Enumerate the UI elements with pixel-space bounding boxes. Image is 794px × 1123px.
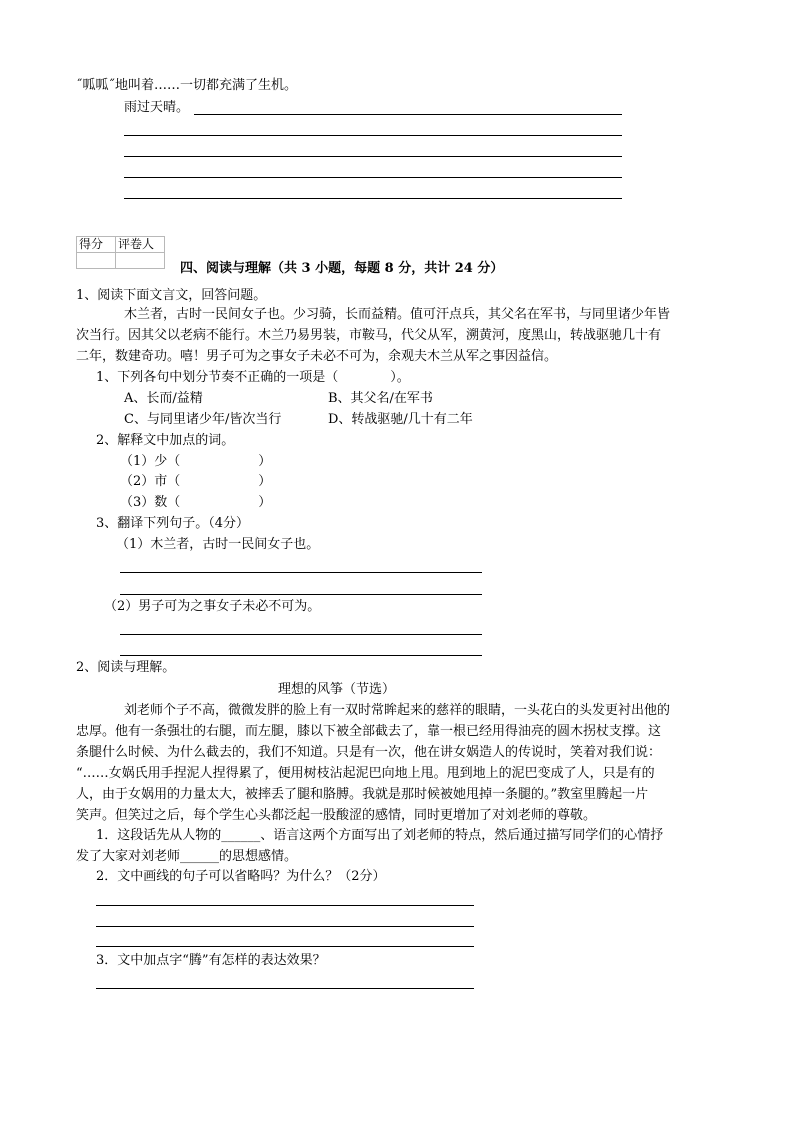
option-d[interactable]: D、转战驱驰/几十有二年 [328,412,473,427]
answer-line[interactable] [96,988,474,989]
sub-question-3: 3、翻译下列句子。（4分） [96,516,250,531]
answer-line[interactable] [120,594,482,595]
section-title: 四、阅读与理解（共 3 小题，每题 8 分，共计 24 分） [180,261,504,276]
translate-sentence-2: （2）男子可为之事女子未必不可为。 [104,599,321,614]
answer-line[interactable] [124,156,622,157]
passage-line: 忠厚。他有一条强壮的右腿，而左腿，膝以下被全部截去了，靠一根已经用得油亮的圆木拐杖支撑。这 [76,724,662,739]
answer-line[interactable] [96,946,474,947]
option-b[interactable]: B、其父名/在军书 [328,391,433,406]
translate-sentence-1: （1）木兰者，古时一民间女子也。 [116,537,320,552]
passage-line: 条腿什么时候、为什么截去的，我们不知道。只是有一次，他在讲女娲造人的传说时，笑着对我们说： [76,745,662,760]
q2-sub-1-line-a: 1．这段话先从人物的______、语言这两个方面写出了刘老师的特点，然后通过描写同学们的心情抒 [96,828,664,843]
grader-label: 评卷人 [116,237,165,253]
answer-line[interactable] [124,177,622,178]
answer-line[interactable] [120,572,482,573]
answer-line[interactable] [194,114,622,115]
passage-line: 木兰者，古时一民间女子也。少习骑，长而益精。值可汗点兵，其父名在军书，与同里诸少年皆 [124,307,671,322]
option-a[interactable]: A、长而/益精 [124,391,203,406]
sub-question-1: 1、下列各句中划分节奏不正确的一项是（ ）。 [96,370,410,385]
grader-cell[interactable] [116,253,165,269]
passage-line: 笑声。但笑过之后，每个学生心头都泛起一股酸涩的感情，同时更增加了对刘老师的尊敬。 [76,808,597,823]
passage-line: 刘老师个子不高，微微发胖的脸上有一双时常眸起来的慈祥的眼睛，一头花白的头发更衬出他的 [124,703,671,718]
passage-line: 人，由于女娲用的力量太大，被摔丢了腿和胳膊。我就是那时候被她甩掉一条腿的。”教室里腾起一片 [76,787,649,802]
word-blank-3[interactable]: （3）数（ ） [120,495,272,510]
passage-line: “……女娲氏用手捏泥人捏得累了，便用树枝沾起泥巴向地上甩。甩到地上的泥巴变成了人，只是有的 [76,766,655,781]
score-box [76,236,165,269]
passage-line: 次当行。因其父以老病不能行。木兰乃易男装，市鞍马，代父从军，溯黄河，度黑山，转战驱驰几十有 [76,328,662,343]
q2-sub-1-line-b: 发了大家对刘老师______的思想感情。 [76,849,298,864]
word-blank-2[interactable]: （2）市（ ） [120,474,272,489]
score-cell[interactable] [77,253,116,269]
answer-line[interactable] [120,655,482,656]
score-label: 得分 [77,237,116,253]
sub-question-2: 2、解释文中加点的词。 [96,433,235,448]
word-blank-1[interactable]: （1）少（ ） [120,454,272,469]
question-2-intro: 2、阅读与理解。 [76,660,176,675]
continued-text-line: ˝呱呱˝地叫着……一切都充满了生机。 [76,78,298,93]
q2-sub-3: 3．文中加点字“腾”有怎样的表达效果？ [96,953,326,968]
answer-line[interactable] [96,905,474,906]
option-c[interactable]: C、与同里诸少年/皆次当行 [124,412,282,427]
passage-line: 二年，数建奇功。嘻！男子可为之事女子未必不可为，余观夫木兰从军之事因益信。 [76,349,558,364]
answer-line[interactable] [124,198,622,199]
question-1-intro: 1、阅读下面文言文，回答问题。 [76,288,267,303]
q2-sub-2: 2．文中画线的句子可以省略吗？为什么？（2分） [96,869,386,884]
passage-title: 理想的风筝（节选） [278,682,396,697]
answer-line[interactable] [124,135,622,136]
answer-line[interactable] [96,926,474,927]
rewrite-prompt-label: 雨过天晴。 [124,100,190,115]
answer-line[interactable] [120,634,482,635]
